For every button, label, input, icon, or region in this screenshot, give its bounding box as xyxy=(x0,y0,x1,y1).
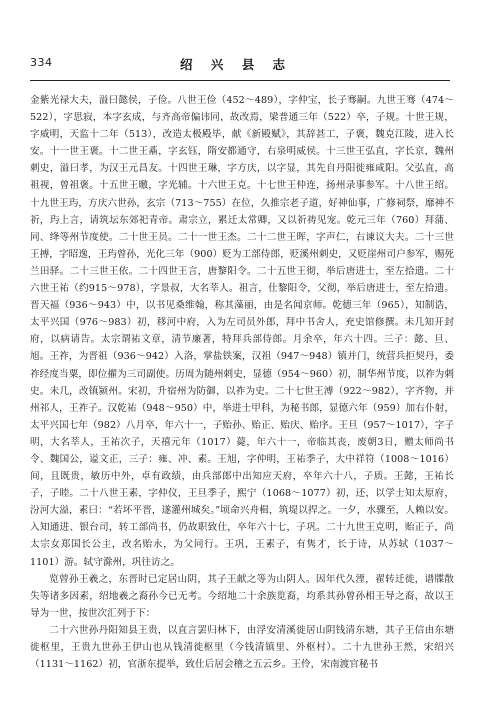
paragraph-2: 览曾孙王羲之，东晋时已定居山阴，其子王献之等为山阴人。因年代久湮，翟转迁徙，谱牒散失等诸多因素，绍地羲之裔孙今已无考。今绍地二十余族览裔，均系其孙曾孙相王导之裔，故以王导为一世，按世次汇列于下： xyxy=(30,573,454,619)
paragraph-3: 二十六世孙丹阳知县王贵，以直言罢归林下，由浮安清溪徙居山阴钱清东塘，其子王信由东塘徙枢里，王贵九世孙王伊山也从钱清徙枢里（今钱清镇里、外枢村）。二十九世孙王然，宋绍兴（1131～1162）初，官浙东提举，致仕后居会稽之五云乡。王伶，宋南渡官秘书 xyxy=(30,624,454,671)
book-title: 绍 兴 县 志 xyxy=(180,57,293,72)
paragraph-1: 金紫光禄大夫，溢曰懿侯，子俭。八世王俭（452～489），字仲宝，长子骞嗣。九世王骞（474～522），字思寂，本字玄成，与齐高帝偏讳同，故改焉，梁普通三年（522）卒，子规。十世王规，字威明，天监十二年（513），改造太极殿毕，献《新殿赋》，其辞甚工，子褒，魏克江陵，进入长安。十一世王褒。十二世王鼒，字玄钰，隋安都通守，右泉明威侯。十三世王弘直，字长京，魏州刺史，溢曰孝，为汉王元昌友。十四世王琳，字方庆，以字显，其先自丹阳徙雍咸阳。父弘直，高祖视，曾祖褒。十五世王曒，字光辅。十六世王克。十七世王仲连，扬州录事参军。十八世王绍。十九世王玙，方庆六世孙，玄宗（713～755）在位，久推宗老子道，好神仙事，广修祠祭，靡神不祈，玙上言，请筑坛东郊祀青帝。肃宗立，累迁太常卿，又以祈祷见宠。乾元三年（760）拜蒲、同、绛等州节度使。二十世王员。二十一世王杰。二十二世王晖，字声仁，右谏议大夫。二十三世王搏，字昭逸，王玙曾孙，光化三年（900）贬为工部侍郎，贬溪州刺史，又贬崖州司户参军，赐死兰田驿。二十三世王依。二十四世王言，唐黎阳令。二十五世王彻，举后唐进士，至左拾遗。二十六世王祐（约915～978），字景叔，大名莘人。祖言，仕黎阳令，父彻，举后唐进士，至左拾遗。晋天福（936～943）中，以书见桑维翰，称其藻丽，由是名闻京师。乾德三年（965），知制诰，太平兴国（976～983）初，移河中府，入为左司员外郎，拜中书舍人，充史馆修撰。未几知开封府，以病请告。太宗谓祐文章，清节廉著，特拜兵部侍郎。月余卒，年六十四。三子：懿、旦、旭。王祚，为晋祖（936～942）入洛，掌盐铁案，汉祖（947～948）镇并门，统营兵拒契丹，委祚经度当粟，即位擢为三司副使。历周为随州刺史，显德（954～960）初，制华州节度，以祚为刺史。未几，改镇颍州。宋初，升宿州为防御，以祚为史。二十七世王溥（922～982），字齐物，并州祁人，王祚子。汉乾祐（948～950）中，举进士甲科，为秘书郎，显德六年（959）加右仆射，太平兴国七年（982）八月卒，年六十一，子贻孙、贻正、贻庆、贻序。王旦（957～1017），字子明，大名莘人，王祐次子，天禧元年（1017）薨，年六十一，帝临其丧，废朝3日，赠太师尚书令、魏国公，谥文正，三子：雍、冲、素。王旭，字仲明，王祐季子，大中祥符（1008～1016）间，且既贵，敏历中外，卓有政绩，由兵部郎中出知应天府，卒年六十八，子质。王懿，王祐长子，子睦。二十八世王素，字仲仪，王旦季子，熙宁（1068～1077）初，还，以学士知太原府，汾河大溢，素曰：“若坏平晋，遂灌州城矣。”顷命兴舟楫，筑堤以捍之。一夕，水骤至，人赖以安。入知通进、银台司，转工部尚书，仍故职致仕，卒年六十七，子巩。二十九世王克明，贻正子，尚太宗女郑国长公主，改名贻永，为父同行。王巩，王素子，有隽才，长于诗，从苏轼（1037～1101）游。轼守滁州，巩往访之。 xyxy=(30,95,454,568)
page-header xyxy=(30,56,450,74)
header-rule xyxy=(30,80,450,81)
body-text xyxy=(30,92,454,673)
page-number: 334 xyxy=(30,56,53,69)
